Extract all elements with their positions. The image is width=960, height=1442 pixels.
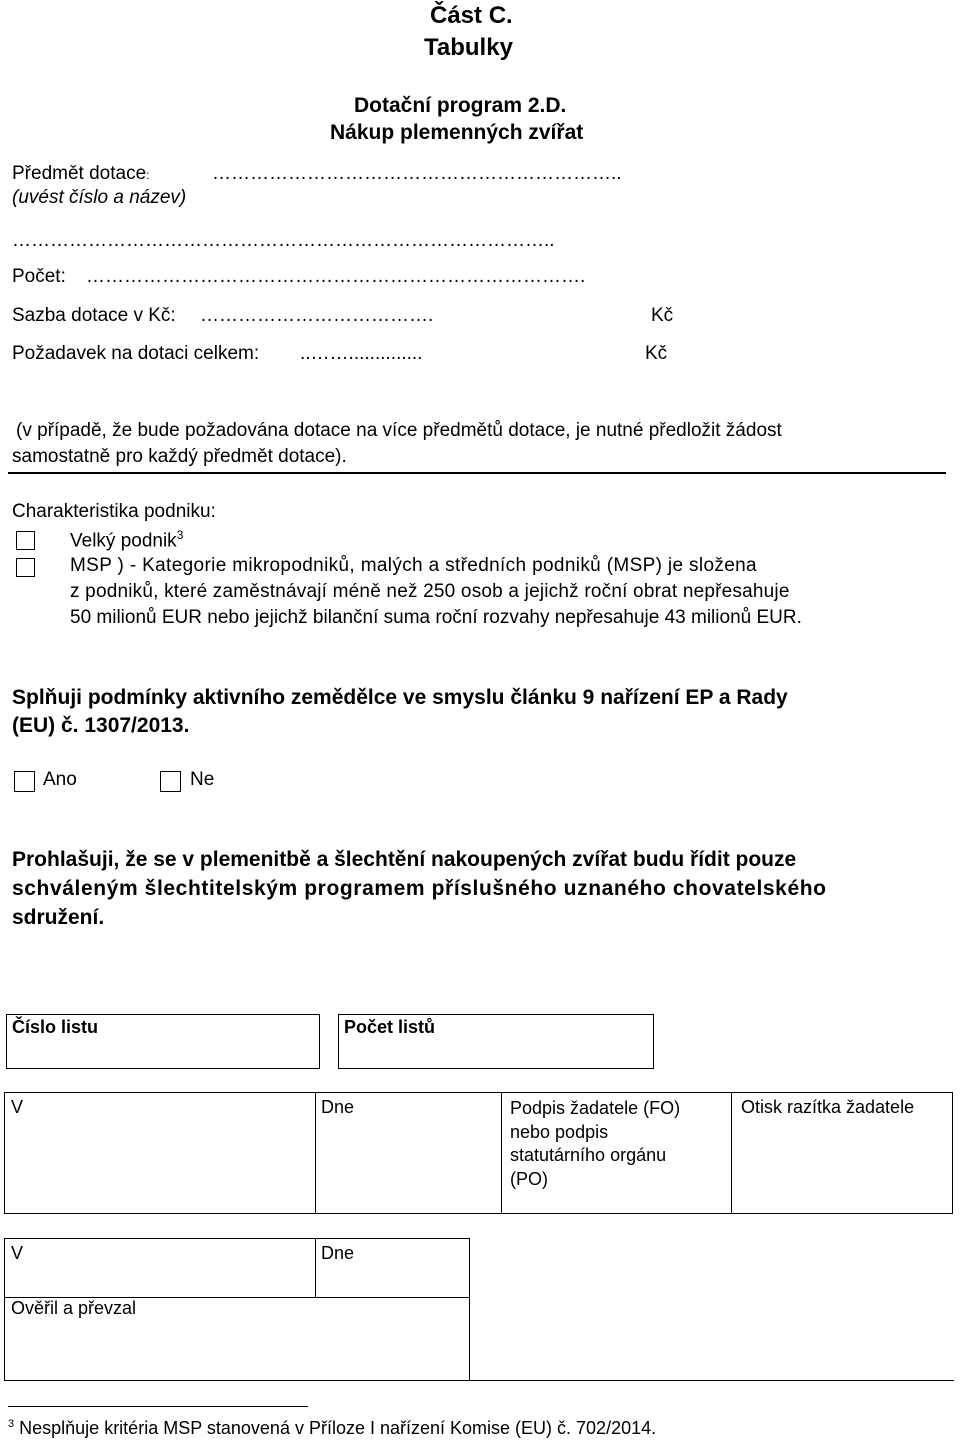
declaration-line-2: schváleným šlechtitelským programem příslušného uznaného chovatelského (12, 877, 827, 900)
sign-signature-cell[interactable] (501, 1092, 732, 1214)
note-line-2: samostatně pro každý předmět dotace). (12, 446, 347, 467)
sheet-number-label: Číslo listu (12, 1017, 99, 1037)
verify-place-label: V (11, 1243, 24, 1263)
section-divider (8, 472, 946, 474)
sheet-number-cell[interactable] (6, 1014, 320, 1069)
sign-place-label: V (11, 1097, 24, 1117)
rate-dots[interactable]: ………………………………. (200, 305, 434, 326)
verify-date-label: Dne (321, 1243, 355, 1263)
sign-signature-line-4: (PO) (510, 1168, 548, 1189)
declaration-line-3: sdružení. (12, 906, 105, 929)
verify-checked-cell[interactable] (4, 1297, 470, 1381)
verify-bottom-line (470, 1380, 954, 1381)
footnote-mark: 3 (8, 1418, 15, 1430)
yes-label: Ano (43, 769, 77, 790)
subject-dots[interactable]: ……………………………………………………….. (212, 163, 622, 184)
verify-date-cell[interactable] (315, 1238, 470, 1298)
note-line-1: (v případě, že bude požadována dotace na více předmětů dotace, je nutné předložit žádost (16, 420, 782, 441)
no-label: Ne (190, 769, 215, 790)
part-subtitle: Tabulky (424, 34, 513, 61)
total-dots[interactable]: ..…….............. (300, 343, 423, 364)
farmer-line-1: Splňuji podmínky aktivního zemědělce ve smyslu článku 9 nařízení EP a Rady (12, 686, 788, 709)
count-label: Počet: (12, 266, 66, 287)
large-company-label: Velký podnik$^3$ (70, 528, 184, 552)
sign-place-cell[interactable] (4, 1092, 316, 1214)
farmer-line-2: (EU) č. 1307/2013. (12, 714, 190, 737)
sheet-count-cell[interactable] (338, 1014, 654, 1069)
msp-line-2: z podniků, které zaměstnávají méně než 250 osob a jejichž roční obrat nepřesahuje (70, 581, 790, 602)
sheet-count-label: Počet listů (344, 1017, 436, 1037)
footnote (8, 1418, 656, 1439)
program-name: Nákup plemenných zvířat (330, 121, 584, 144)
footnote-text: Nesplňuje kritéria MSP stanovená v Příloze I nařízení Komise (EU) č. 702/2014. (19, 1418, 657, 1438)
count-dots[interactable]: ……………………………………………………………………. (86, 266, 586, 287)
verify-checked-label: Ověřil a převzal (11, 1298, 137, 1318)
verify-place-cell[interactable] (4, 1238, 316, 1298)
rate-unit: Kč (651, 305, 674, 326)
footnote-rule (8, 1406, 308, 1407)
sign-stamp-cell[interactable] (731, 1092, 953, 1214)
msp-checkbox[interactable] (16, 558, 35, 577)
company-heading: Charakteristika podniku: (12, 501, 216, 522)
sign-date-cell[interactable] (315, 1092, 502, 1214)
subject-label: Předmět dotace: (12, 163, 150, 184)
rate-label: Sazba dotace v Kč: (12, 305, 176, 326)
total-unit: Kč (645, 343, 668, 364)
yes-checkbox[interactable] (14, 771, 35, 792)
subject-dots-line[interactable]: ………………………………………………………………………….. (12, 230, 555, 251)
sign-signature-line-2: nebo podpis (510, 1121, 609, 1142)
msp-line-3: 50 milionů EUR nebo jejichž bilanční suma roční rozvahy nepřesahuje 43 milionů EUR. (70, 607, 802, 628)
sign-date-label: Dne (321, 1097, 355, 1117)
no-checkbox[interactable] (160, 771, 181, 792)
sign-signature-line-1: Podpis žadatele (FO) (510, 1098, 681, 1118)
part-title: Část C. (430, 2, 513, 29)
msp-line-1: MSP ) - Kategorie mikropodniků, malých a středních podniků (MSP) je složena (70, 555, 757, 576)
large-company-checkbox[interactable] (16, 531, 35, 550)
sign-stamp-label: Otisk razítka žadatele (741, 1097, 915, 1117)
program-title: Dotační program 2.D. (354, 94, 567, 117)
subject-hint: (uvést číslo a název) (12, 187, 187, 208)
declaration-line-1: Prohlašuji, že se v plemenitbě a šlechtění nakoupených zvířat budu řídit pouze (12, 848, 797, 871)
total-label: Požadavek na dotaci celkem: (12, 343, 260, 364)
sign-signature-line-3: statutárního orgánu (510, 1145, 667, 1165)
